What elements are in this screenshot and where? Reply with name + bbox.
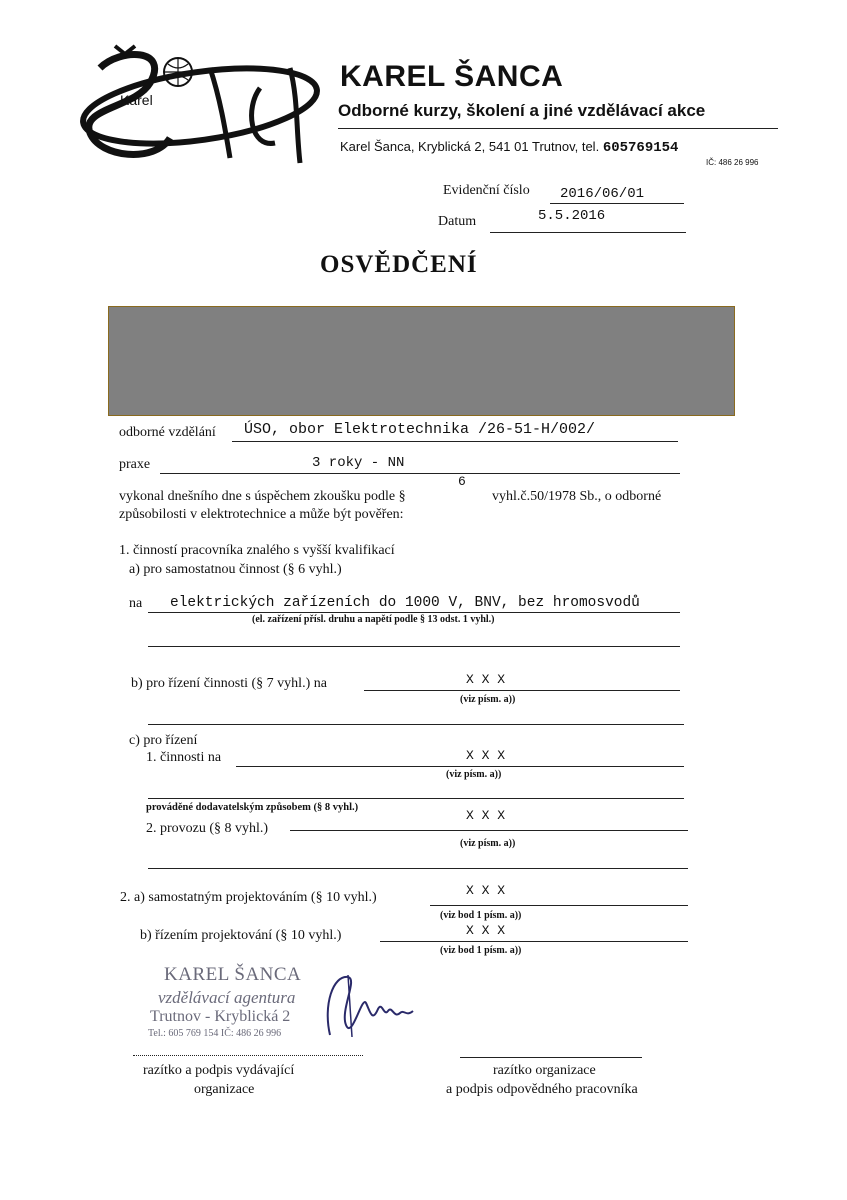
item2a-label: 2. a) samostatným projektováním (§ 10 vyhl.) (120, 890, 377, 905)
redacted-block (108, 306, 735, 416)
company-address (340, 139, 678, 156)
item1c2-line2 (148, 868, 688, 869)
item1a-note: (el. zařízení přísl. druhu a napětí podle § 13 odst. 1 vyhl.) (252, 614, 495, 625)
company-ic: IČ: 486 26 996 (706, 158, 759, 167)
left-signature-line (133, 1055, 363, 1056)
item1c1-value: X X X (466, 748, 506, 763)
logo-small-label: Karel (120, 92, 153, 108)
item1c1-label: 1. činnosti na (146, 750, 222, 765)
right-signature-caption-2: a podpis odpovědného pracovníka (446, 1082, 638, 1097)
item1c2-line (290, 830, 688, 831)
item2b-label: b) řízením projektování (§ 10 vyhl.) (140, 928, 342, 943)
item1a-value: elektrických zařízeních do 1000 V, BNV, bez hromosvodů (170, 595, 640, 611)
item1a-na: na (129, 596, 143, 611)
evidence-number-line (550, 203, 684, 204)
stamp-address: Trutnov - Kryblická 2 (150, 1008, 291, 1025)
evidence-number-value: 2016/06/01 (560, 186, 645, 202)
item1c1-line2 (148, 798, 684, 799)
item1b-note: (viz písm. a)) (460, 694, 516, 705)
practice-line (160, 473, 680, 474)
handwritten-signature (318, 965, 418, 1050)
item2b-line (380, 941, 688, 942)
statement-line1-a: vykonal dnešního dne s úspěchem zkoušku podle § (119, 489, 406, 504)
company-name: KAREL ŠANCA (340, 60, 564, 93)
item1b-line (364, 690, 680, 691)
education-value: ÚSO, obor Elektrotechnika /26-51-H/002/ (244, 421, 596, 438)
document-title: OSVĚDČENÍ (320, 251, 478, 278)
address-text: Karel Šanca, Kryblická 2, 541 01 Trutnov, tel. (340, 139, 600, 154)
practice-value: 3 roky - NN (312, 455, 405, 471)
item2b-note: (viz bod 1 písm. a)) (440, 945, 522, 956)
date-label: Datum (438, 214, 477, 229)
practice-label: praxe (119, 457, 151, 472)
item1c2-value: X X X (466, 808, 506, 823)
stamp-contact: Tel.: 605 769 154 IČ: 486 26 996 (148, 1028, 282, 1039)
date-line (490, 232, 686, 233)
statement-line1-b: vyhl.č.50/1978 Sb., o odborné (492, 489, 662, 504)
item1-heading: 1. činností pracovníka znalého s vyšší kvalifikací (119, 543, 395, 558)
item2a-line (430, 905, 688, 906)
item1b-value: X X X (466, 672, 506, 687)
education-label: odborné vzdělání (119, 425, 216, 440)
item1a-line2 (148, 646, 680, 647)
item1b-line2 (148, 724, 684, 725)
item2a-value: X X X (466, 883, 506, 898)
stamp-name: KAREL ŠANCA (164, 964, 302, 985)
item1c2-note: (viz písm. a)) (460, 838, 516, 849)
right-signature-caption-1: razítko organizace (493, 1063, 596, 1078)
item1c2-pre: prováděné dodavatelským způsobem (§ 8 vyhl.) (146, 802, 359, 813)
stamp-agency: vzdělávací agentura (158, 988, 296, 1007)
education-line (232, 441, 678, 442)
company-logo (60, 28, 320, 178)
left-signature-caption-1: razítko a podpis vydávající (143, 1063, 295, 1078)
company-subtitle: Odborné kurzy, školení a jiné vzdělávací akce (338, 101, 706, 120)
item1b-label: b) pro řízení činnosti (§ 7 vyhl.) na (131, 676, 327, 691)
item2b-value: X X X (466, 923, 506, 938)
item1c-label: c) pro řízení (129, 733, 198, 748)
item1c1-line (236, 766, 684, 767)
item1a-line (148, 612, 680, 613)
item1c2-label: 2. provozu (§ 8 vyhl.) (146, 821, 269, 836)
right-signature-line (460, 1057, 642, 1058)
evidence-number-label: Evidenční číslo (443, 183, 530, 198)
item1c1-note: (viz písm. a)) (446, 769, 502, 780)
date-value: 5.5.2016 (538, 208, 606, 224)
left-signature-caption-2: organizace (194, 1082, 255, 1097)
header-rule (338, 128, 778, 129)
statement-line2: způsobilosti v elektrotechnice a může být pověřen: (119, 507, 404, 522)
item1a-label: a) pro samostatnou činnost (§ 6 vyhl.) (129, 562, 342, 577)
phone-number: 605769154 (602, 140, 679, 156)
item2a-note: (viz bod 1 písm. a)) (440, 910, 522, 921)
statement-section-number: 6 (458, 474, 466, 489)
